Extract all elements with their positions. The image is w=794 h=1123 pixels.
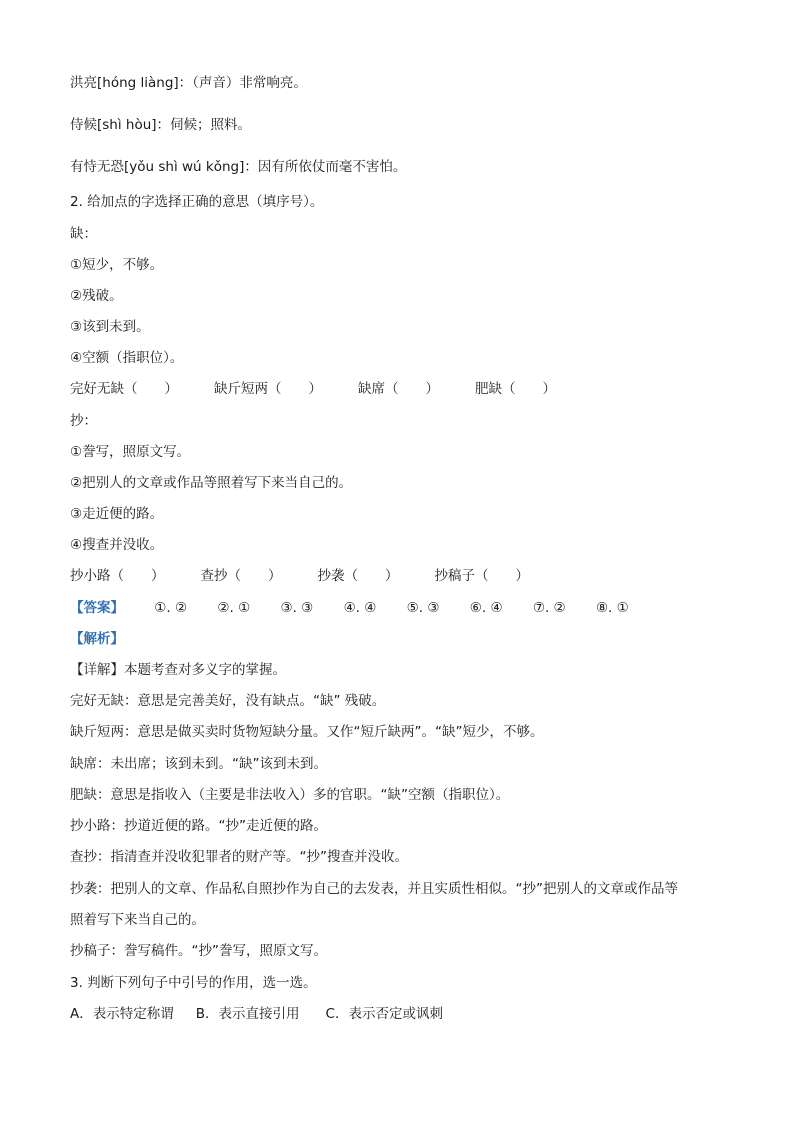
detail-line-4: 缺席：未出席；该到未到。“缺”该到未到。 — [70, 756, 327, 772]
chao-option-2: ②把别人的文章或作品等照着写下来当自己的。 — [70, 475, 353, 491]
q3-option-c: C．表示否定或讽刺 — [325, 1006, 443, 1022]
question-2-stem: 2. 给加点的字选择正确的意思（填序号）。 — [70, 194, 324, 210]
answer-1: ①. ② — [154, 600, 188, 616]
chao-option-3: ③走近便的路。 — [70, 506, 164, 522]
chao-item-4: 抄稿子（ ） — [434, 568, 529, 584]
que-item-2: 缺斤短两（ ） — [214, 381, 322, 397]
detail-line-9: 照着写下来当自己的。 — [70, 912, 205, 928]
detail-line-3: 缺斤短两：意思是做买卖时货物短缺分量。又作“短斤缺两”。“缺”短少，不够。 — [70, 724, 544, 740]
question-3-options — [70, 1005, 443, 1023]
answer-label: 【答案】 — [70, 600, 124, 616]
chao-heading: 抄： — [70, 413, 97, 429]
detail-line-7: 查抄：指清查并没收犯罪者的财产等。“抄”搜查并没收。 — [70, 849, 408, 865]
detail-line-5: 肥缺：意思是指收入（主要是非法收入）多的官职。“缺”空额（指职位）。 — [70, 787, 510, 803]
analysis-label: 【解析】 — [70, 631, 124, 647]
que-items-row — [70, 380, 556, 398]
answer-3: ③. ③ — [280, 600, 314, 616]
chao-item-1: 抄小路（ ） — [70, 568, 165, 584]
que-option-3: ③该到未到。 — [70, 319, 150, 335]
que-option-4: ④空额（指职位）。 — [70, 350, 184, 366]
detail-line-2: 完好无缺：意思是完善美好，没有缺点。“缺” 残破。 — [70, 693, 386, 709]
answer-7: ⑦. ② — [532, 600, 566, 616]
chao-item-2: 查抄（ ） — [200, 568, 282, 584]
q3-option-b: B．表示直接引用 — [195, 1006, 300, 1022]
answer-2: ②. ① — [217, 600, 251, 616]
que-option-2: ②残破。 — [70, 288, 123, 304]
vocab-line-3: 有恃无恐[yǒu shì wú kǒng]：因有所依仗而毫不害怕。 — [70, 159, 407, 175]
chao-item-3: 抄袭（ ） — [317, 568, 399, 584]
vocab-line-1: 洪亮[hóng liàng]：（声音）非常响亮。 — [70, 75, 307, 91]
que-option-1: ①短少，不够。 — [70, 257, 164, 273]
chao-option-4: ④搜查并没收。 — [70, 537, 164, 553]
que-item-3: 缺席（ ） — [358, 381, 439, 397]
answer-row — [70, 599, 629, 617]
answer-8: ⑧. ① — [595, 600, 629, 616]
detail-line-8: 抄袭：把别人的文章、作品私自照抄作为自己的去发表，并且实质性相似。“抄”把别人的文章或作品等 — [70, 881, 678, 897]
chao-option-1: ①誊写，照原文写。 — [70, 444, 191, 460]
que-heading: 缺： — [70, 226, 97, 242]
que-item-1: 完好无缺（ ） — [70, 381, 178, 397]
question-3-stem: 3. 判断下列句子中引号的作用，选一选。 — [70, 975, 317, 991]
detail-line-10: 抄稿子：誊写稿件。“抄”誊写，照原文写。 — [70, 943, 327, 959]
detail-line-6: 抄小路：抄道近便的路。“抄”走近便的路。 — [70, 818, 327, 834]
answer-6: ⑥. ④ — [469, 600, 503, 616]
detail-line-1: 【详解】本题考查对多义字的掌握。 — [70, 662, 286, 678]
answer-5: ⑤. ③ — [406, 600, 440, 616]
answer-4: ④. ④ — [343, 600, 377, 616]
vocab-line-2: 侍候[shì hòu]：伺候；照料。 — [70, 117, 252, 133]
q3-option-a: A．表示特定称谓 — [70, 1006, 174, 1022]
que-item-4: 肥缺（ ） — [475, 381, 556, 397]
chao-items-row — [70, 567, 529, 585]
